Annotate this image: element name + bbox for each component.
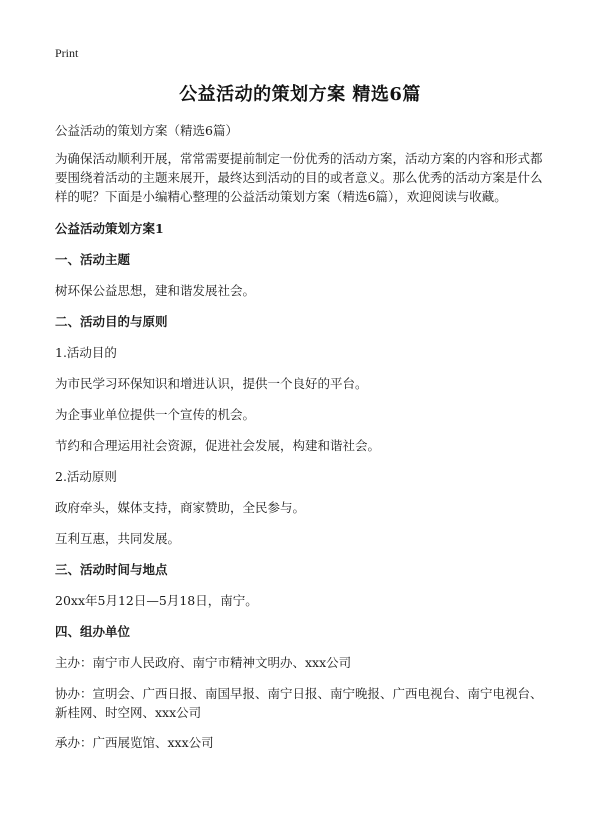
print-link[interactable]: Print [55, 46, 79, 60]
paragraph: 互利互惠，共同发展。 [55, 531, 181, 546]
section-heading-purpose: 二、活动目的与原则 [55, 314, 168, 329]
paragraph-host: 主办：南宁市人民政府、南宁市精神文明办、xxx公司 [55, 655, 352, 670]
paragraph: 为市民学习环保知识和增进认识，提供一个良好的平台。 [55, 376, 368, 391]
article-subtitle: 公益活动的策划方案（精选6篇） [55, 123, 238, 138]
subheading-purpose: 1.活动目的 [55, 345, 117, 360]
paragraph: 节约和合理运用社会资源，促进社会发展，构建和谐社会。 [55, 438, 381, 453]
subheading-principles: 2.活动原则 [55, 469, 117, 484]
plan-heading: 公益活动策划方案1 [55, 221, 164, 236]
paragraph: 20xx年5月12日—5月18日，南宁。 [55, 593, 258, 608]
paragraph: 树环保公益思想，建和谐发展社会。 [55, 283, 256, 298]
intro-paragraph: 为确保活动顺利开展，常常需要提前制定一份优秀的活动方案，活动方案的内容和形式都要围绕着活动的主题来展开，最终达到活动的目的或者意义。那么优秀的活动方案是什么样的呢？下面是小编精心整理的公益活动策划方案（精选6篇），欢迎阅读与收藏。 [55, 151, 543, 204]
paragraph: 政府牵头，媒体支持，商家赞助，全民参与。 [55, 500, 306, 515]
paragraph-undertaker: 承办：广西展览馆、xxx公司 [55, 735, 214, 750]
paragraph-co-organizers: 协办：宣明会、广西日报、南国早报、南宁日报、南宁晚报、广西电视台、南宁电视台、新桂网、时空网、xxx公司 [55, 686, 543, 720]
section-heading-organizers: 四、组办单位 [55, 624, 131, 639]
article-body [55, 121, 553, 764]
paragraph: 为企事业单位提供一个宣传的机会。 [55, 407, 256, 422]
section-heading-time-place: 三、活动时间与地点 [55, 562, 168, 577]
page-title: 公益活动的策划方案 精选6篇 [179, 84, 421, 105]
section-heading-theme: 一、活动主题 [55, 252, 131, 267]
